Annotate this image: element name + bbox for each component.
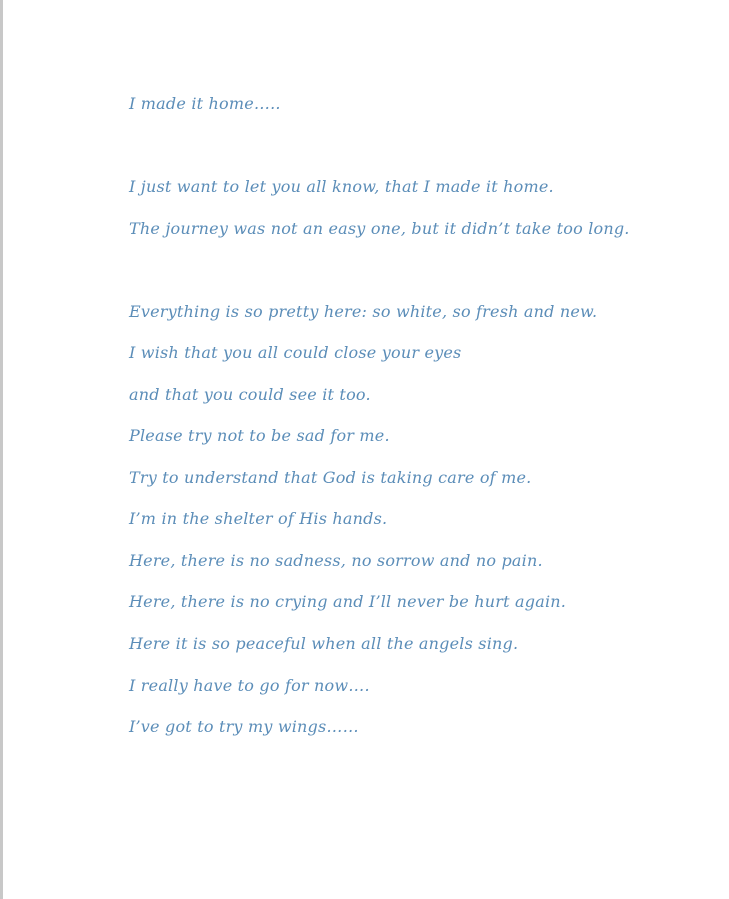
poem-line: I wish that you all could close your eyes bbox=[129, 343, 462, 362]
poem-line: and that you could see it too. bbox=[129, 385, 371, 404]
poem-line: Here, there is no sadness, no sorrow and no pain. bbox=[129, 551, 543, 570]
poem-line: I’m in the shelter of His hands. bbox=[129, 509, 388, 528]
poem-line: Please try not to be sad for me. bbox=[129, 426, 390, 445]
page-left-border bbox=[0, 0, 3, 899]
poem-line: I just want to let you all know, that I made it home. bbox=[129, 177, 554, 196]
poem-line: Try to understand that God is taking care of me. bbox=[129, 468, 532, 487]
poem-line: Here, there is no crying and I’ll never be hurt again. bbox=[129, 592, 567, 611]
poem-line: Here it is so peaceful when all the angels sing. bbox=[129, 634, 519, 653]
poem-line: I’ve got to try my wings…… bbox=[129, 717, 359, 736]
poem-line: The journey was not an easy one, but it didn’t take too long. bbox=[129, 219, 630, 238]
poem-title: I made it home….. bbox=[129, 94, 281, 113]
poem-line: Everything is so pretty here: so white, so fresh and new. bbox=[129, 302, 598, 321]
poem-line: I really have to go for now…. bbox=[129, 676, 370, 695]
